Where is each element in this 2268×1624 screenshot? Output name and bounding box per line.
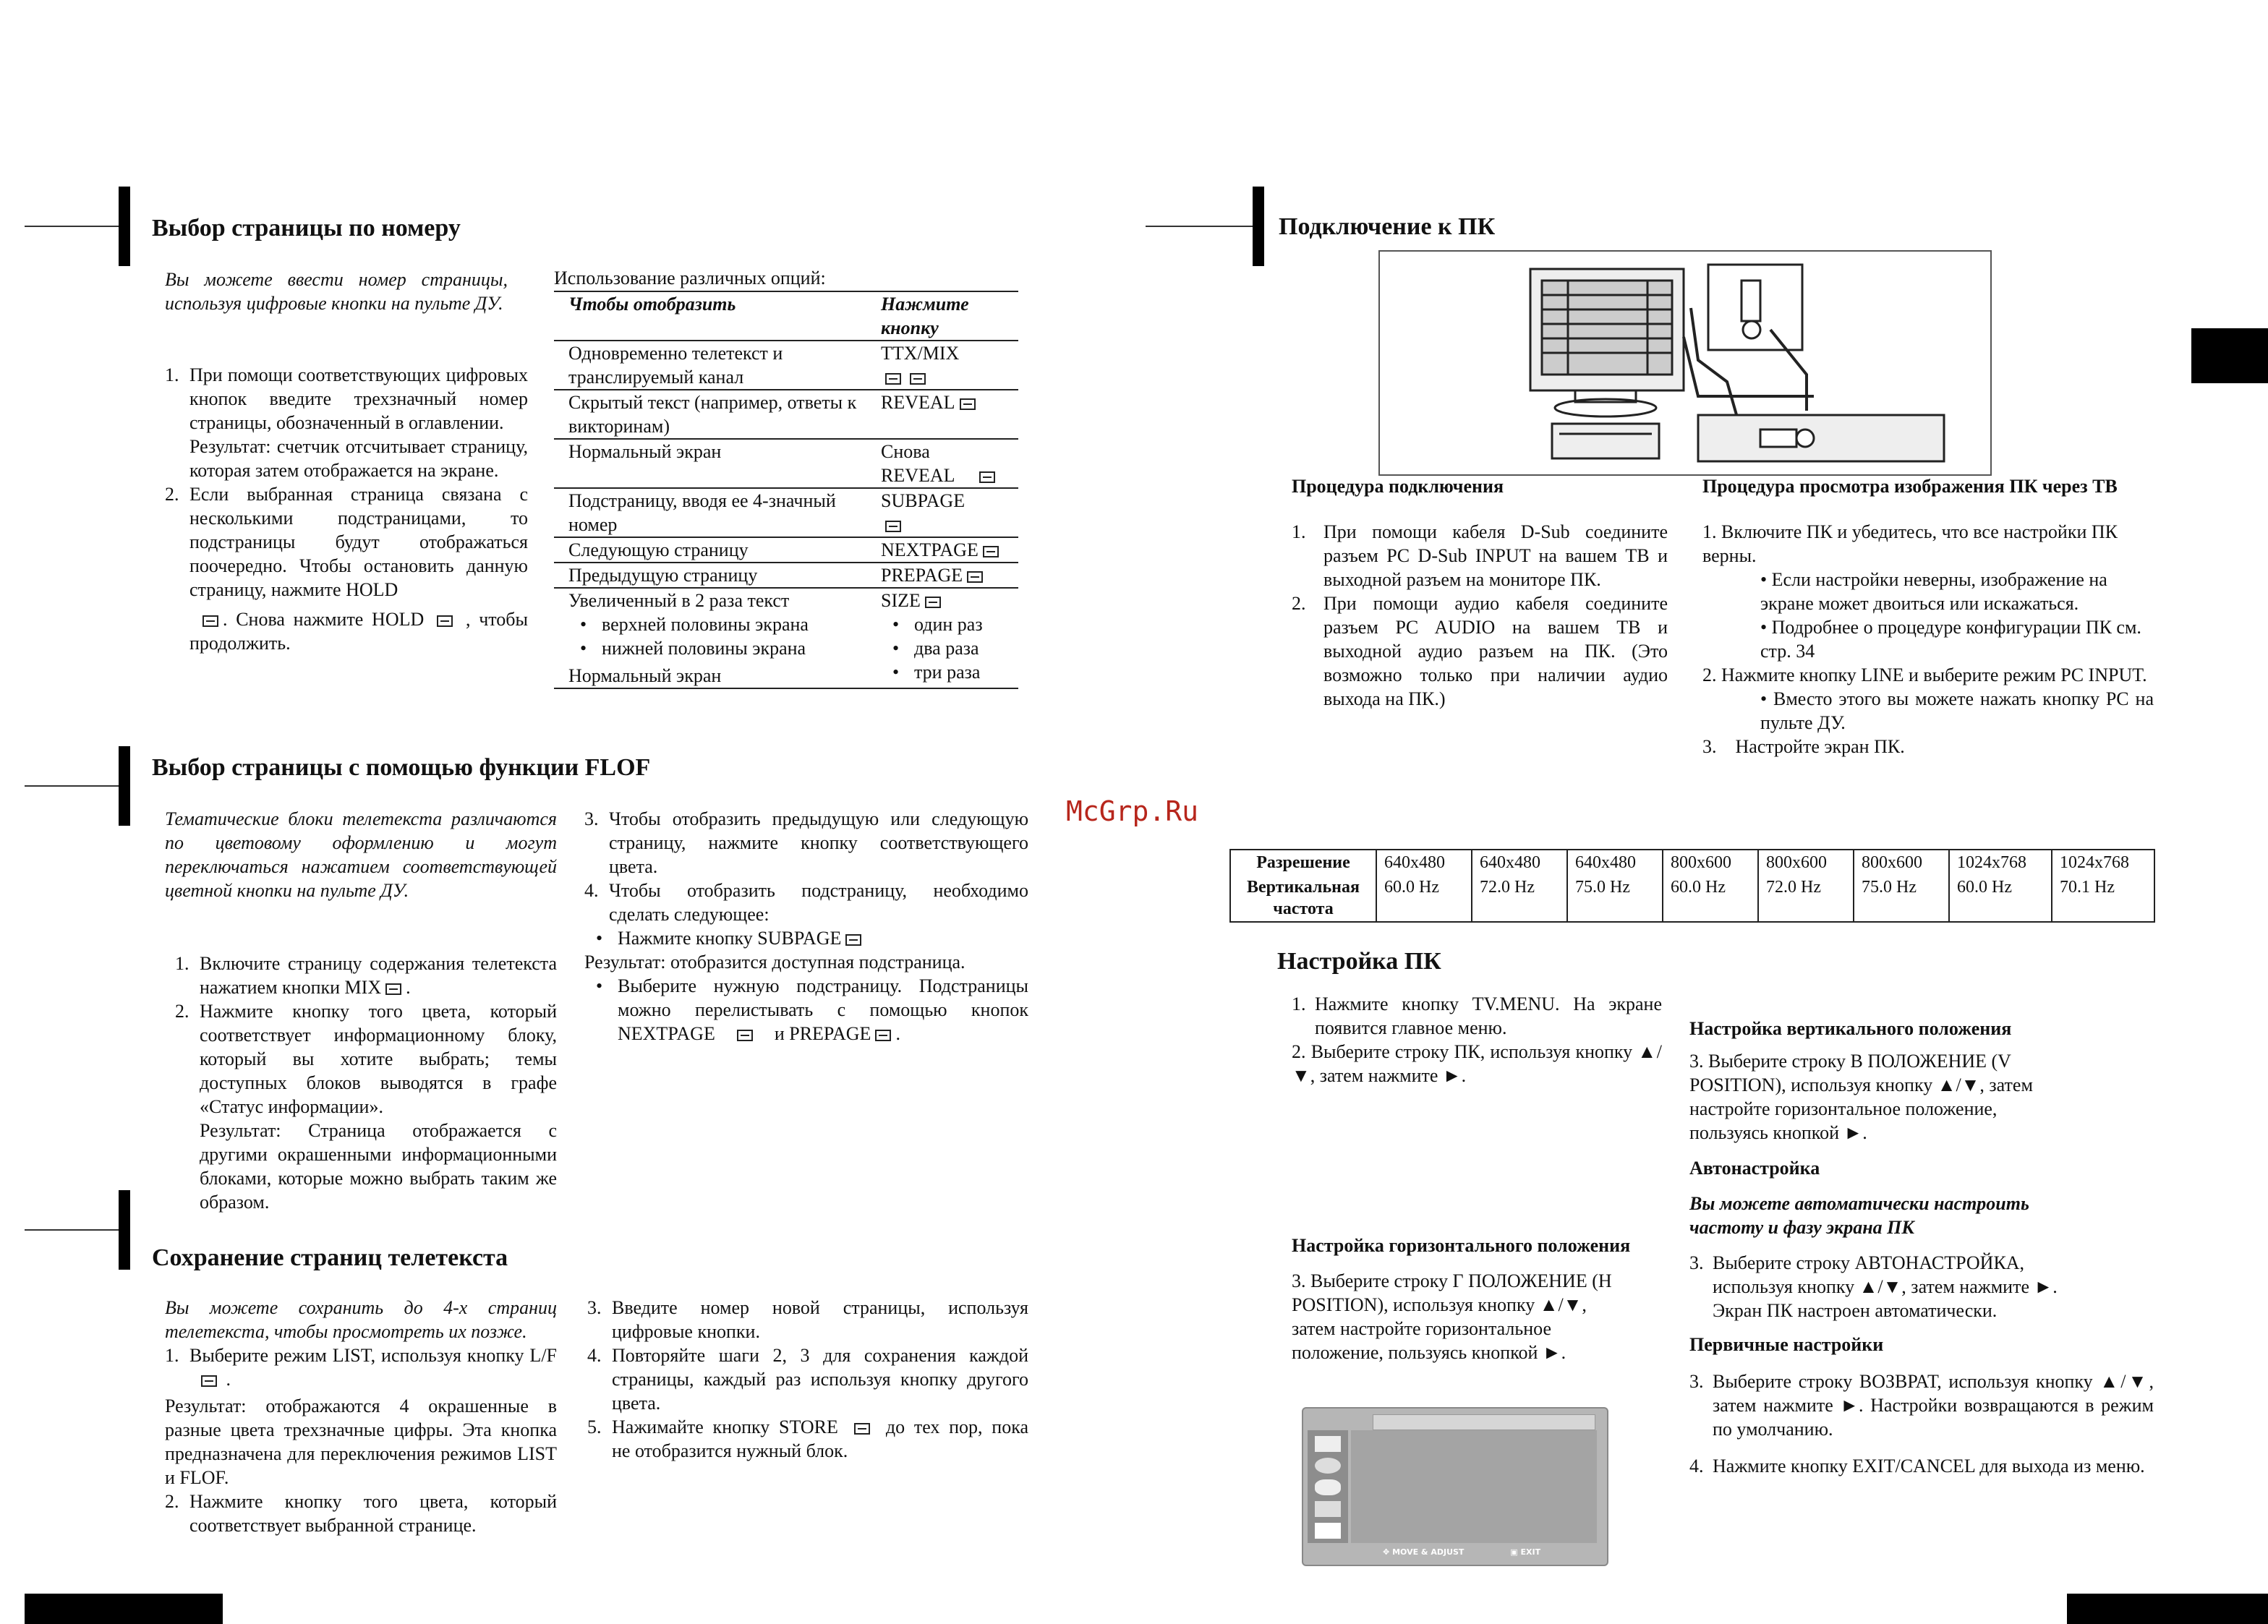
table-row — [554, 390, 1018, 439]
step-result: Результат: счетчик отсчитывает страницу, которая затем отображается на экране. — [189, 436, 528, 481]
step-text: Введите номер новой страницы, используя цифровые кнопки. — [612, 1297, 1028, 1342]
prepage-icon — [875, 1030, 891, 1041]
section-title-pc-setup: Настройка ПК — [1277, 948, 1441, 975]
options-caption: Использование различных опций: — [554, 268, 826, 289]
step-text: Выберите строку ВОЗВРАТ, используя кнопку ▲/▼, затем нажмите ►. Настройки возвращаются в режим по умолчанию. — [1713, 1371, 2154, 1440]
options-table — [554, 291, 1018, 684]
setup-col2 — [1689, 1017, 2154, 1478]
table-cell: 72.0 Hz — [1472, 875, 1567, 922]
list-item: 1. Выберите режим LIST, используя кнопку L/F . — [165, 1345, 557, 1390]
table-cell: 800x600 — [1758, 850, 1854, 875]
step-text: Чтобы отобразить подстраницу, необходимо сделать следующее: — [609, 880, 1028, 925]
step-text: Нажимайте кнопку STORE — [612, 1416, 838, 1437]
table-cell — [866, 341, 1018, 390]
hold-icon — [437, 615, 453, 627]
table-cell: 800x600 — [1663, 850, 1758, 875]
button-name: REVEAL — [881, 392, 955, 413]
list-item: • верхней половины экрана — [568, 612, 859, 636]
list-item — [175, 999, 557, 1214]
table-row — [554, 341, 1018, 390]
sound-icon — [1315, 1458, 1341, 1474]
table-cell — [866, 563, 1018, 588]
intro-page-number: Вы можете ввести номер страницы, используя цифровые кнопки на пульте ДУ. — [165, 269, 508, 314]
osd-menu-screenshot — [1302, 1407, 1608, 1566]
section-bar — [1253, 187, 1264, 266]
table-header-cell: Разрешение — [1230, 850, 1376, 875]
table-cell: 640x480 — [1567, 850, 1663, 875]
step-text: Включите ПК и убедитесь, что все настройки ПК верны. — [1702, 521, 2118, 566]
table-row — [554, 563, 1018, 588]
view-title: Процедура просмотра изображения ПК через ТВ — [1702, 476, 2118, 497]
step-text: Если выбранная страница связана с несколькими подстраницами, то подстраницы будут отображаться поочередно. Чтобы остановить данную страницу, нажмите HOLD — [189, 484, 528, 600]
table-cell: Следующую страницу — [568, 539, 749, 560]
reveal-icon — [979, 471, 995, 483]
table-cell: 640x480 — [1472, 850, 1567, 875]
step-text: Выберите строку АВТОНАСТРОЙКА, используя кнопку ▲/▼, затем нажмите ►. Экран ПК настроен автоматически. — [1713, 1252, 2058, 1321]
setup-icon — [1315, 1501, 1341, 1517]
step-text: Выберите строку ПК, используя кнопку ▲/▼, затем нажмите ►. — [1292, 1041, 1663, 1086]
bullet-text: Нажмите кнопку SUBPAGE — [618, 928, 842, 949]
table-cell: 70.1 Hz — [2052, 875, 2154, 922]
nextpage-icon — [737, 1030, 753, 1041]
table-cell: Одновременно телетекст и транслируемый канал — [568, 343, 783, 388]
button-name: SUBPAGE — [881, 490, 965, 511]
list-item: • Выберите нужную подстраницу. Подстраницы можно перелистывать с помощью кнопок NEXTPAGE и PREPAGE . — [584, 974, 1028, 1046]
step-text: Включите страницу содержания телетекста нажатием кнопки MIX — [200, 953, 557, 998]
save-col1 — [165, 1296, 557, 1537]
list-item: • Подробнее о процедуре конфигурации ПК см. стр. 34 — [1760, 617, 2141, 662]
step-number: 2. — [175, 1001, 189, 1022]
bullet-text: Выберите нужную подстраницу. Подстраницы можно перелистывать с помощью кнопок NEXTPAGE — [618, 975, 1028, 1044]
pc-icon — [1552, 415, 1944, 461]
table-row — [1230, 875, 2154, 922]
steps-page-number — [165, 363, 528, 655]
step-text: При помощи соответствующих цифровых кнопок введите трехзначный номер страницы, обозначенный в оглавлении. — [189, 364, 528, 433]
mix-icon — [910, 373, 926, 385]
resolution-table — [1229, 849, 2155, 923]
table-cell: 60.0 Hz — [1663, 875, 1758, 922]
table-cell: 60.0 Hz — [1376, 875, 1472, 922]
size-label: Увеличенный в 2 раза текст — [568, 590, 790, 611]
osd-exit-label: EXIT — [1520, 1547, 1541, 1557]
step-text: Повторяйте шаги 2, 3 для сохранения каждой страницы, каждый раз используя кнопку другого цвета. — [612, 1345, 1028, 1414]
connection-svg — [1380, 252, 1990, 474]
list-item — [165, 363, 528, 482]
section-bar — [119, 746, 130, 826]
table-cell: Подстраницу, вводя ее 4-значный номер — [568, 490, 836, 535]
page-number-tab — [25, 1594, 223, 1624]
step-result: Результат: Страница отображается с другими окрашенными информационными блоками, которые можно выбрать таким же образом. — [200, 1120, 557, 1213]
section-rule — [25, 1229, 119, 1231]
section-rule — [25, 785, 119, 787]
table-cell — [866, 439, 1018, 488]
watermark: McGrp.Ru — [1066, 795, 1199, 827]
step-text: Настройте экран ПК. — [1735, 736, 1905, 757]
step-text: Нажмите кнопку того цвета, который соответствует информационному блоку, который вы хотите выбрать; темы доступных блоков выводятся в графе «Статус информации». — [200, 1001, 557, 1117]
button-name: TTX/MIX — [881, 343, 960, 364]
tv-icon — [1530, 269, 1684, 416]
steps-flof — [175, 952, 557, 1214]
list-item: 1. Нажмите кнопку TV.MENU. На экране появится главное меню. — [1292, 993, 1662, 1038]
list-item: 1. При помощи кабеля D-Sub соедините разъем PC D-Sub INPUT на вашем ТВ и выходной разъем на мониторе ПК. — [1292, 521, 1668, 590]
osd-content-area — [1351, 1430, 1597, 1543]
bullet-text: PREPAGE — [789, 1023, 871, 1044]
list-item: 4. Нажмите кнопку EXIT/CANCEL для выхода из меню. — [1689, 1456, 2145, 1476]
table-header-cell: Нажмите кнопку — [881, 294, 969, 338]
table-cell: 1024x768 — [1949, 850, 2052, 875]
channel-icon — [1315, 1479, 1341, 1495]
list-item: • два раза — [881, 636, 1011, 660]
table-cell: 1024x768 — [2052, 850, 2154, 875]
list-item: 3. Выберите строку АВТОНАСТРОЙКА, используя кнопку ▲/▼, затем нажмите ►. Экран ПК настроен автоматически. — [1689, 1252, 2058, 1321]
hpos-text: 3. Выберите строку Г ПОЛОЖЕНИЕ (H POSITION), используя кнопку ▲/▼, затем настройте горизонтальное положение, пользуясь кнопкой ►. — [1292, 1270, 1612, 1363]
step-text: Нажмите кнопку EXIT/CANCEL для выхода из меню. — [1713, 1456, 2145, 1476]
size-options — [568, 612, 859, 660]
reveal-icon — [960, 398, 976, 410]
table-cell: 800x600 — [1854, 850, 1949, 875]
table-cell: Нормальный экран — [568, 665, 722, 686]
hpos-title: Настройка горизонтального положения — [1292, 1235, 1631, 1256]
osd-title-bar — [1373, 1414, 1595, 1430]
section-bar — [119, 1190, 130, 1270]
step-text: Чтобы отобразить предыдущую или следующую страницу, нажмите кнопку соответствующего цвета. — [609, 808, 1028, 877]
table-cell: 60.0 Hz — [1949, 875, 2052, 922]
table-bottom-rule — [554, 688, 1018, 689]
list-item: • нижней половины экрана — [568, 636, 859, 660]
osd-icon-column — [1308, 1430, 1348, 1543]
step-text: Нажмите кнопку того цвета, который соответствует выбранной странице. — [189, 1491, 557, 1536]
table-cell: 72.0 Hz — [1758, 875, 1854, 922]
table-cell: Скрытый текст (например, ответы к викторинам) — [568, 392, 857, 437]
ttx-icon — [885, 373, 901, 385]
page-number-tab — [2067, 1594, 2268, 1624]
hpos-block — [1292, 1234, 1632, 1364]
step-result: Результат: отобразится доступная подстраница. — [584, 952, 965, 973]
connector-panel-icon — [1708, 265, 1802, 350]
step-number: 2. — [165, 484, 179, 505]
list-item: 4. Чтобы отобразить подстраницу, необходимо сделать следующее: — [584, 880, 1028, 925]
mix-icon — [385, 983, 401, 995]
proc-column — [1292, 474, 1668, 711]
table-header-cell: Чтобы отобразить — [568, 294, 736, 315]
list-item: 2. Нажмите кнопку LINE и выберите режим PC INPUT. — [1702, 664, 2147, 685]
bullet-text: и — [774, 1023, 785, 1044]
list-item: 1. Включите страницу содержания телетекста нажатием кнопки MIX . — [175, 953, 557, 998]
button-name: NEXTPAGE — [881, 539, 979, 560]
auto-intro: Вы можете автоматически настроить частоту и фазу экрана ПК — [1689, 1193, 2029, 1238]
step-text: При помощи аудио кабеля соедините разъем PC AUDIO на вашем ТВ и выходной аудио разъем на ПК. (Это возможно только при наличии аудио выхода на ПК.) — [1323, 593, 1668, 709]
step-text: , чтобы продолжить. — [189, 609, 528, 654]
list-item: 1. Включите ПК и убедитесь, что все настройки ПК верны. — [1702, 521, 2118, 566]
table-cell: 640x480 — [1376, 850, 1472, 875]
size-icon — [925, 597, 941, 608]
step-text: Нажмите кнопку TV.MENU. На экране появится главное меню. — [1315, 993, 1662, 1038]
prepage-icon — [967, 571, 983, 583]
hold-icon — [202, 615, 218, 627]
list-item: 3. Выберите строку ВОЗВРАТ, используя кнопку ▲/▼, затем нажмите ►. Настройки возвращаются в режим по умолчанию. — [1689, 1371, 2154, 1440]
table-cell — [866, 488, 1018, 537]
table-header — [554, 291, 1018, 341]
bullet-text: Если настройки неверны, изображение на экране может двоиться или искажаться. — [1760, 569, 2107, 614]
list-item: 3. Чтобы отобразить предыдущую или следующую страницу, нажмите кнопку соответствующего цвета. — [584, 808, 1028, 877]
nextpage-icon — [983, 546, 999, 557]
auto-title: Автонастройка — [1689, 1158, 1820, 1179]
section-bar — [119, 187, 130, 266]
list-item: 2. При помощи аудио кабеля соедините разъем PC AUDIO на вашем ТВ и выходной аудио разъем на ПК. (Это возможно только при наличии аудио выхода на ПК.) — [1292, 593, 1668, 709]
section-title-flof: Выбор страницы с помощью функции FLOF — [152, 754, 651, 781]
list-item: 2. Выберите строку ПК, используя кнопку ▲/▼, затем нажмите ►. — [1292, 1041, 1663, 1086]
button-name: PREPAGE — [881, 565, 963, 586]
intro-flof: Тематические блоки телетекста различаются по цветовому оформлению и могут переключаться нажатием соответствующей цветной кнопки на пульте ДУ. — [165, 808, 557, 901]
list-item: • три раза — [881, 660, 1011, 684]
subpage-icon — [885, 521, 901, 532]
picture-icon — [1315, 1436, 1341, 1452]
button-name: SIZE — [881, 590, 921, 611]
table-cell — [866, 537, 1018, 563]
table-cell: 75.0 Hz — [1567, 875, 1663, 922]
osd-move-label: MOVE & ADJUST — [1392, 1547, 1465, 1557]
list-item: 2. Нажмите кнопку того цвета, который соответствует выбранной странице. — [165, 1491, 557, 1536]
table-header-cell: Вертикальная частота — [1230, 875, 1376, 922]
list-item: 3. Настройте экран ПК. — [1702, 736, 1905, 757]
step-result: Результат: отображаются 4 окрашенные в разные цвета трехзначные цифры. Эта кнопка предназначена для переключения режимов LIST и FLOF. — [165, 1396, 557, 1488]
section-title-save: Сохранение страниц телетекста — [152, 1244, 508, 1271]
flof-col2 — [584, 807, 1028, 1046]
table-row — [554, 488, 1018, 537]
table-row — [554, 439, 1018, 488]
step-text: . Снова нажмите HOLD — [223, 609, 425, 630]
save-col2 — [587, 1296, 1028, 1463]
flof-bullets — [584, 926, 1028, 950]
vpos-text: 3. Выберите строку В ПОЛОЖЕНИЕ (V POSITION), используя кнопку ▲/▼, затем настройте горизонтальное положение, пользуясь кнопкой ►. — [1689, 1051, 2033, 1143]
bullet-text: Вместо этого вы можете нажать кнопку PC на пульте ДУ. — [1760, 688, 2154, 733]
chapter-tab — [2191, 328, 2268, 383]
step-number: 1. — [165, 364, 179, 385]
step-text: до тех пор, пока не отобразится нужный блок. — [612, 1416, 1028, 1461]
section-title-pc-connect: Подключение к ПК — [1279, 213, 1496, 240]
exit-icon: ▣ — [1510, 1547, 1518, 1557]
list-item: • один раз — [881, 612, 1011, 636]
table-cell — [866, 390, 1018, 439]
step-text: Выберите режим LIST, используя кнопку L/F — [189, 1345, 557, 1366]
list-item: 3. Введите номер новой страницы, используя цифровые кнопки. — [587, 1297, 1028, 1342]
list-item — [584, 926, 1028, 950]
step-text: Нажмите кнопку LINE и выберите режим PC INPUT. — [1721, 664, 2147, 685]
osd-footer — [1383, 1547, 1540, 1557]
button-name: Снова REVEAL — [881, 441, 955, 486]
flof-bullets — [584, 974, 1028, 1046]
store-icon — [854, 1423, 870, 1435]
reset-title: Первичные настройки — [1689, 1334, 1884, 1355]
subpage-icon — [845, 934, 861, 946]
list-item: • Вместо этого вы можете нажать кнопку PC на пульте ДУ. — [1760, 688, 2154, 733]
pc-icon — [1315, 1523, 1341, 1539]
list-item: • Если настройки неверны, изображение на экране может двоиться или искажаться. — [1760, 569, 2107, 614]
list-item: 4. Повторяйте шаги 2, 3 для сохранения каждой страницы, каждый раз используя кнопку другого цвета. — [587, 1345, 1028, 1414]
intro-save: Вы можете сохранить до 4-х страниц телетекста, чтобы просмотреть их позже. — [165, 1297, 557, 1342]
proc-title: Процедура подключения — [1292, 476, 1504, 497]
step-text: При помощи кабеля D-Sub соедините разъем PC D-Sub INPUT на вашем ТВ и выходной разъем на мониторе ПК. — [1323, 521, 1668, 590]
list-item: 5. Нажимайте кнопку STORE до тех пор, пока не отобразится нужный блок. — [587, 1416, 1028, 1461]
table-row — [554, 537, 1018, 563]
connection-diagram — [1378, 250, 1992, 476]
table-cell: 75.0 Hz — [1854, 875, 1949, 922]
section-title-page-number: Выбор страницы по номеру — [152, 215, 461, 242]
vpos-title: Настройка вертикального положения — [1689, 1018, 2012, 1039]
move-icon: ✥ — [1383, 1547, 1390, 1557]
bullet-text: Подробнее о процедуре конфигурации ПК см. стр. 34 — [1760, 617, 2141, 662]
view-column — [1702, 474, 2154, 758]
table-cell: Предыдущую страницу — [568, 565, 758, 586]
table-last-row — [554, 664, 1018, 689]
table-cell: Нормальный экран — [568, 441, 722, 462]
section-rule — [1146, 226, 1253, 227]
section-rule — [25, 226, 119, 227]
list-item — [165, 482, 528, 655]
setup-col1 — [1292, 992, 1662, 1087]
step-number: 1. — [175, 953, 189, 974]
table-row — [1230, 850, 2154, 875]
lf-icon — [201, 1375, 217, 1387]
